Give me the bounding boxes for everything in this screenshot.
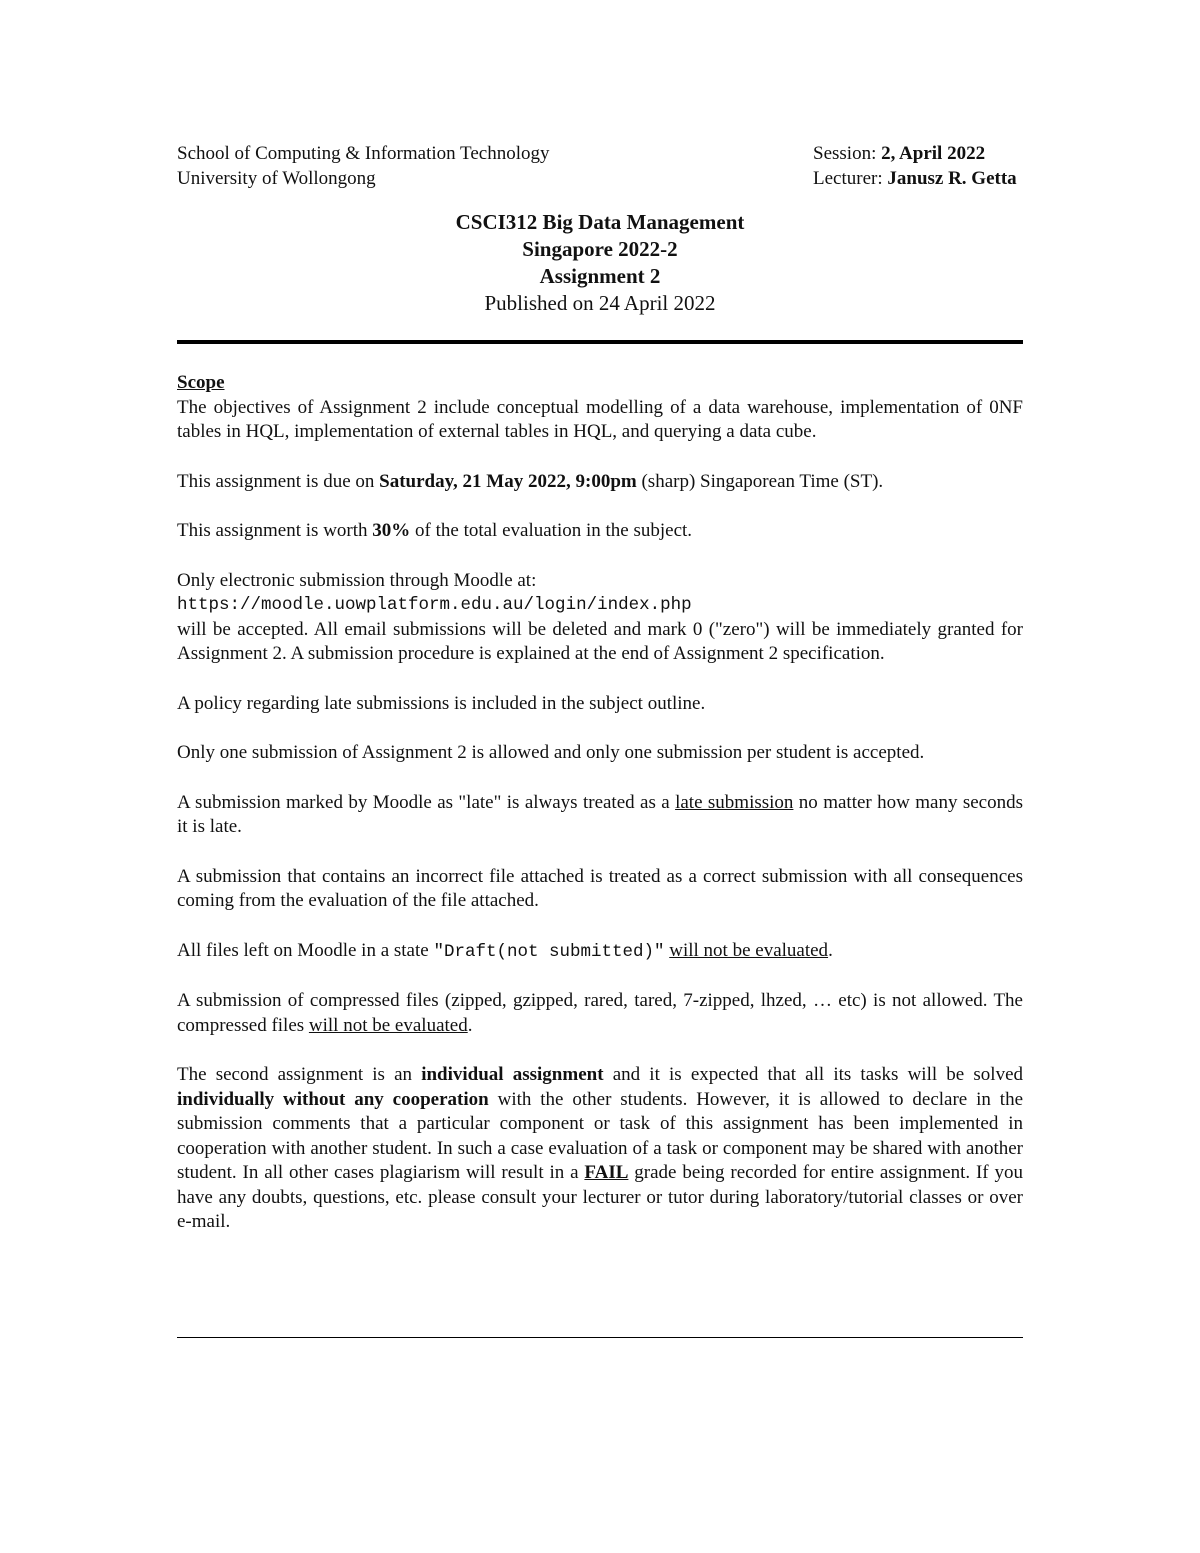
draft-before: All files left on Moodle in a state (177, 939, 434, 961)
moodle-url[interactable]: https://moodle.uowplatform.edu.au/login/index.php (177, 595, 692, 615)
worth-value: 30% (372, 520, 411, 541)
incorrect-file-paragraph: A submission that contains an incorrect file attached is treated as a correct submission with all consequences coming from the evaluation of the file attached. (177, 865, 1023, 911)
university-name: University of Wollongong (177, 167, 376, 189)
individual-assignment-term: individual assignment (421, 1064, 604, 1085)
individual-paragraph (177, 1063, 1023, 1235)
lecturer-info (813, 167, 1053, 192)
submission-intro: Only electronic submission through Moodle at: (177, 569, 537, 591)
lecturer-label: Lecturer: (813, 167, 888, 189)
scope-section (177, 371, 1023, 445)
submission-paragraph (177, 569, 1023, 667)
draft-state-code: "Draft(not submitted)" (433, 941, 665, 962)
header-right (813, 142, 1053, 191)
due-text-after: (sharp) Singaporean Time (ST). (636, 470, 884, 492)
late-marked-before: A submission marked by Moodle as "late" is always treated as a (177, 791, 676, 813)
fail-term: FAIL (584, 1162, 629, 1183)
header-left (177, 142, 737, 191)
scope-text: The objectives of Assignment 2 include conceptual modelling of a data warehouse, implementation of 0NF tables in HQL, implementation of external tables in HQL, and querying a data cube. (177, 396, 1023, 442)
title-block (177, 209, 1023, 317)
school-name: School of Computing & Information Technology (177, 143, 550, 164)
individual-text-4: grade being recorded for entire assignment. If you have any doubts, questions, etc. please consult your lecturer or tutor during laboratory/tutorial classes or over e-mail. (177, 1162, 1023, 1232)
late-marked-after: no matter how many seconds it is late. (177, 791, 1023, 837)
scope-heading: Scope (177, 372, 225, 393)
compressed-paragraph (177, 989, 1023, 1038)
header-divider (177, 340, 1023, 344)
individual-text-1: The second assignment is an (177, 1064, 422, 1085)
offering-title: Singapore 2022-2 (522, 237, 678, 261)
footer-divider (177, 1337, 1023, 1338)
compressed-before: A submission of compressed files (zipped, gzipped, rared, tared, 7-zipped, lhzed, … etc) is not allowed. The compressed files (177, 990, 1023, 1036)
document-body (177, 371, 1023, 1235)
no-cooperation-term: individually without any cooperation (177, 1088, 489, 1110)
draft-not-evaluated: will not be evaluated (669, 939, 829, 961)
course-title: CSCI312 Big Data Management (455, 210, 745, 234)
individual-text-3: with the other students. However, it is allowed to declare in the submission comments that a particular component or task of this assignment has been implemented in cooperation with another student. In such a case evaluation of a task or component may be shared with another student. In all other cases plagiarism will result in a (177, 1088, 1023, 1183)
draft-after: . (828, 939, 833, 961)
late-policy-paragraph: A policy regarding late submissions is included in the subject outline. (177, 692, 706, 714)
late-marked-paragraph (177, 791, 1023, 840)
worth-text-before: This assignment is worth (177, 520, 373, 541)
session-info (813, 142, 1053, 167)
late-submission-term: late submission (675, 791, 794, 813)
submission-rest: will be accepted. All email submissions will be deleted and mark 0 ("zero") will be immediately granted for Assignment 2. A submission procedure is explained at the end of Assignment 2 specification. (177, 618, 1023, 664)
due-date: Saturday, 21 May 2022, 9:00pm (379, 470, 637, 492)
one-submission-paragraph: Only one submission of Assignment 2 is allowed and only one submission per student is accepted. (177, 742, 925, 763)
compressed-after: . (467, 1014, 473, 1036)
due-text-before: This assignment is due on (177, 470, 380, 492)
assignment-title: Assignment 2 (539, 264, 661, 288)
session-value: 2, April 2022 (881, 143, 986, 164)
draft-paragraph (177, 939, 1023, 965)
lecturer-value: Janusz R. Getta (887, 167, 1017, 189)
due-date-paragraph (177, 470, 1023, 495)
worth-text-after: of the total evaluation in the subject. (410, 520, 693, 541)
session-label: Session: (813, 143, 882, 164)
compressed-not-evaluated: will not be evaluated (308, 1014, 468, 1036)
published-date: Published on 24 April 2022 (484, 291, 716, 315)
individual-text-2: and it is expected that all its tasks will be solved (603, 1064, 1024, 1085)
worth-paragraph (177, 519, 1023, 544)
